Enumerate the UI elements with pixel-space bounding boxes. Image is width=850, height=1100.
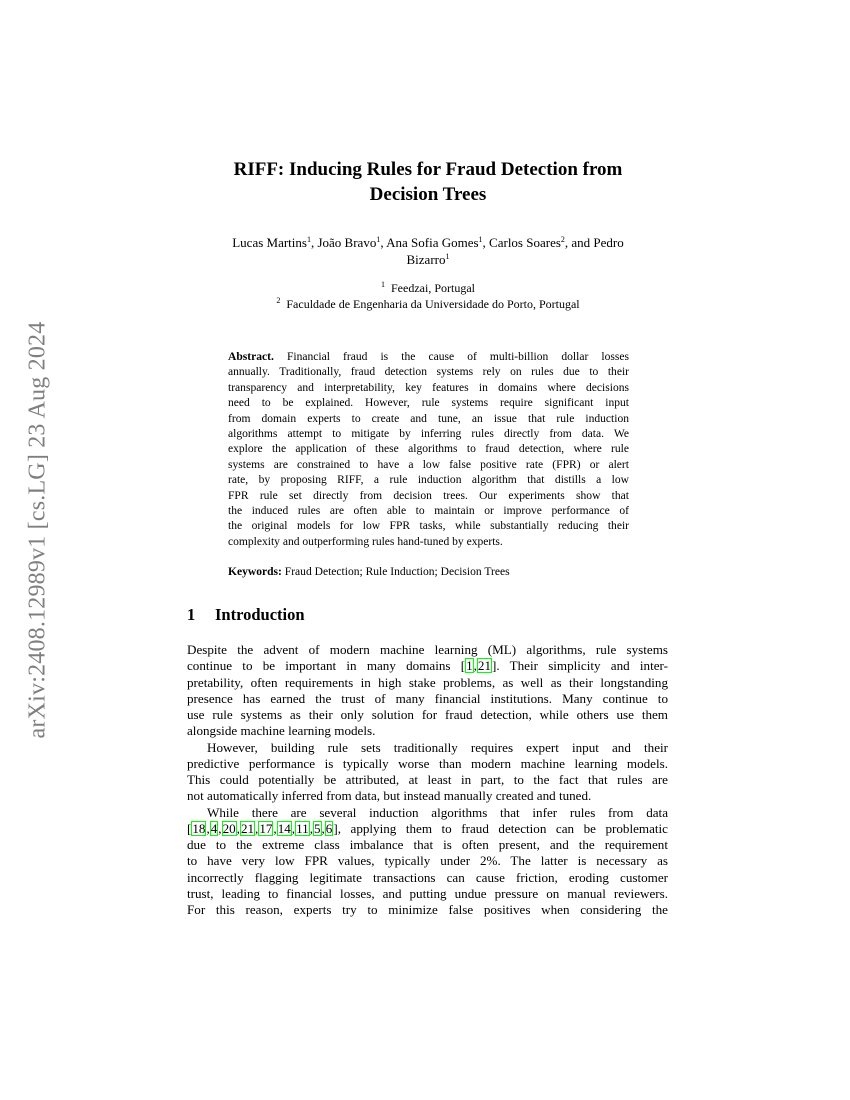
abstract-line: annually. Traditionally, fraud detection systems rely on rules due to their bbox=[228, 366, 629, 379]
citation-link[interactable]: 18 bbox=[192, 820, 206, 836]
abstract-line: the induced rules are often able to maintain or improve performance of bbox=[228, 505, 629, 518]
abstract-line: systems are constrained to have a low false positive rate (FPR) or alert bbox=[228, 458, 629, 471]
paper-title bbox=[187, 157, 669, 207]
abstract-line: transparency and interpretability, key features in domains where decisions bbox=[228, 381, 629, 394]
abstract bbox=[228, 350, 629, 550]
abstract-line: algorithms attempt to mitigate by inferring rules directly from data. We bbox=[228, 428, 629, 441]
citation-link[interactable]: 14 bbox=[277, 820, 291, 836]
title-line: RIFF: Inducing Rules for Fraud Detection from bbox=[233, 159, 623, 180]
abstract-line: need to be explained. However, rule systems require significant input bbox=[228, 397, 629, 410]
abstract-line: FPR rule set directly from decision trees. Our experiments show that bbox=[228, 489, 629, 502]
title-line: Decision Trees bbox=[369, 184, 487, 205]
abstract-label: Abstract. bbox=[228, 351, 274, 363]
arxiv-side-stamp: arXiv:2408.12989v1 [cs.LG] 23 Aug 2024 bbox=[24, 321, 51, 739]
paragraph: However, building rule sets traditionally requires expert input and their predictive performance is typically worse than modern machine learning models. This could potentially be attributed, at least in part, to the fact that rules are not automatically inferred from data, but instead manually created and tuned. bbox=[187, 739, 668, 804]
citation-link[interactable]: 21 bbox=[240, 820, 255, 836]
section-number: 1 bbox=[187, 605, 196, 624]
abstract-line: Abstract. Financial fraud is the cause of multi-billion dollar losses bbox=[228, 351, 629, 363]
affiliations bbox=[187, 281, 669, 312]
citation-link[interactable]: 6 bbox=[325, 820, 333, 836]
abstract-line: the original models for low FPR tasks, while substantially reducing their bbox=[228, 520, 629, 533]
keywords bbox=[228, 565, 629, 580]
abstract-line: from domain experts to create and tune, an issue that rule induction bbox=[228, 412, 629, 425]
citation-link[interactable]: 17 bbox=[259, 820, 273, 836]
author-line: Bizarro$^1$ bbox=[406, 252, 450, 267]
citation-link[interactable]: 21 bbox=[477, 658, 491, 674]
affiliation: $^1$ Feedzai, Portugal bbox=[381, 280, 475, 295]
keywords-label: Keywords: bbox=[228, 566, 282, 578]
affiliation: $^2$ Faculdade de Engenharia da Universidade do Porto, Portugal bbox=[276, 295, 580, 311]
citation-link[interactable]: 4 bbox=[210, 820, 218, 836]
section-heading bbox=[187, 605, 305, 625]
abstract-line: rate, by proposing RIFF, a rule induction algorithm that distills a low bbox=[228, 474, 629, 487]
author-line: Lucas Martins$^1$, João Bravo$^1$, Ana Sofia Gomes$^1$, Carlos Soares$^2$, and Pedro bbox=[232, 235, 624, 250]
abstract-line: explore the application of these algorithms to fraud detection, where rule bbox=[228, 443, 629, 456]
author-list bbox=[187, 234, 669, 268]
citation-link[interactable]: 11 bbox=[296, 820, 309, 836]
citation-link[interactable]: 1 bbox=[466, 658, 473, 674]
keywords-text: Fraud Detection; Rule Induction; Decision Trees bbox=[284, 566, 510, 578]
citation-link[interactable]: 20 bbox=[222, 820, 236, 836]
body-text bbox=[187, 642, 668, 918]
paragraph: Despite the advent of modern machine learning (ML) algorithms, rule systems continue to be important in many domains [1,21]. Their simplicity and inter- pretability, often requirements in high stake problems, as well as their longstanding presence has earned the trust of many financial institutions. Many continue to use rule systems as their only solution for fraud detection, while others use them alongside machine learning models. bbox=[187, 642, 668, 739]
abstract-line: complexity and outperforming rules hand-tuned by experts. bbox=[228, 535, 503, 548]
paragraph: While there are several induction algorithms that infer rules from data [18,4,20,21,17,14,11,5,6], applying them to fraud detection can be problematic due to the extreme class imbalance that is often present, and the requirement to have very low FPR values, typically under 2%. The latter is necessary as incorrectly flagging legitimate transactions can cause friction, eroding customer trust, leading to financial losses, and putting undue pressure on manual reviewers. For this reason, experts try to minimize false positives when considering the bbox=[187, 804, 668, 917]
section-title: Introduction bbox=[215, 605, 305, 624]
citation-link[interactable]: 5 bbox=[313, 820, 321, 836]
